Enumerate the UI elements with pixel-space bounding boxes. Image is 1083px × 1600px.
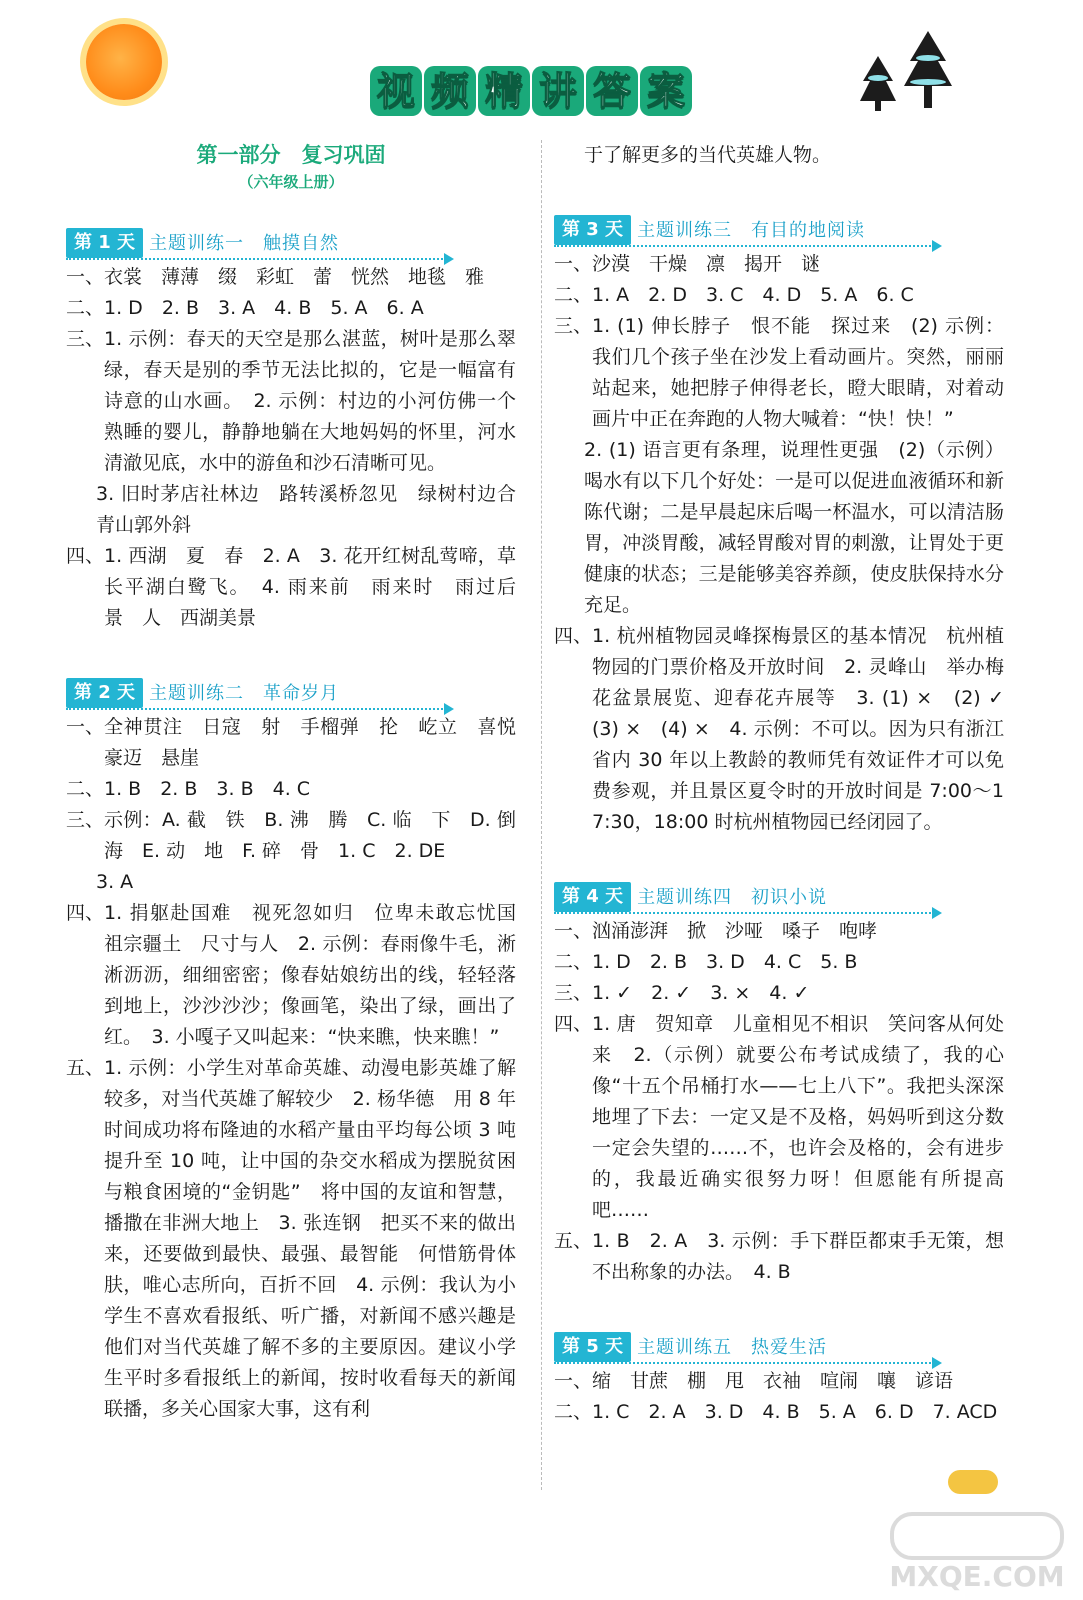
answer-row: 2. (1) 语言更有条理，说理性更强 (2)（示例）喝水有以下几个好处：一是可以促进血液循环和新陈代谢；二是早晨起床后喝一杯温水，可以清洁肠胃，冲淡胃酸，减轻胃酸对胃的刺激，让胃处于更健康的状态；三是能够美容养颜，使皮肤保持水分充足。 [584,439,1004,616]
title-char: 视 [370,66,422,116]
right-column [554,140,1024,1428]
watermark-logo [882,1506,1072,1596]
answer-row: 3. A [96,871,134,893]
part-title: 第一部分 复习巩固 [196,143,386,167]
part-subtitle: （六年级上册） [238,173,344,191]
day-badge: 第 5 天 [554,1332,631,1362]
answer-row: 五、 1. 示例：小学生对革命英雄、动漫电影英雄了解较多，对当代英雄了解较少 2. 杨华德 用 8 年时间成功将布隆迪的水稻产量由平均每公顷 3 吨提升至 10 吨，让中国的杂交水稻成为摆脱贫困与粮食困境的“金钥匙” 将中国的友谊和智慧，播撒在非洲大地上 3. 张连钢 把买不来的做出来，还要做到最快、最强、最智能 何惜筋骨体肤，唯心志所向，百折不回 4. 示例：我认为小学生不喜欢看报纸、听广播，对新闻不感兴趣是他们对当代英雄了解不多的主要原因。建议小学生平时多看报纸上的新闻，按时收看每天的新闻联播，多关心国家大事，这有利 [66,1057,516,1420]
sun-decoration [86,24,162,100]
answer-row: 三、 1. 示例：春天的天空是那么湛蓝，树叶是那么翠绿，春天是别的季节无法比拟的，它是一幅富有诗意的山水画。 2. 示例：村边的小河仿佛一个熟睡的婴儿，静静地躺在大地妈妈的怀里，河水清澈见底，水中的游鱼和沙石清晰可见。 [66,328,516,474]
answer-row: 一、 衣裳 薄薄 缀 彩虹 蕾 恍然 地毯 雅 [66,266,485,288]
answer-row: 二、 1. B 2. B 3. B 4. C [66,778,311,800]
answer-row: 一、 缩 甘蔗 棚 甩 衣袖 喧闹 嚷 谚语 [554,1370,954,1392]
day-badge: 第 1 天 [66,228,143,258]
left-column [66,140,536,1425]
title-char: 精 [478,66,530,116]
title-char: 案 [640,66,692,116]
answer-row: 五、 1. B 2. A 3. 示例：手下群臣都束手无策，想不出称象的办法。 4. B [554,1230,1004,1283]
column-divider [541,140,542,1490]
day-badge: 第 2 天 [66,678,143,708]
day-title: 主题训练四 初识小说 [637,886,828,908]
answer-row: 二、 1. D 2. B 3. A 4. B 5. A 6. A [66,297,424,319]
day-title: 主题训练五 热爱生活 [637,1336,828,1358]
title-char: 讲 [532,66,584,116]
page-number-badge [948,1470,998,1494]
answer-row: 二、 1. D 2. B 3. D 4. C 5. B [554,951,858,973]
title-char: 答 [586,66,638,116]
answer-row: 三、 1. ✓ 2. ✓ 3. × 4. ✓ [554,982,810,1004]
svg-text:MXQE.COM: MXQE.COM [889,1560,1065,1593]
continued-text: 于了解更多的当代英雄人物。 [584,144,832,166]
day-2-header [66,678,516,708]
answer-row: 四、 1. 杭州植物园灵峰探梅景区的基本情况 杭州植物园的门票价格及开放时间 2. 灵峰山 举办梅花盆景展览、迎春花卉展等 3. (1) × (2) ✓ (3) × (4) × 4. 示例：不可以。因为只有浙江省内 30 年以上教龄的教师凭有效证件才可以免费参观，并且景区夏令时的开放时间是 7:00～17:30，18:00 时杭州植物园已经闭园了。 [554,625,1024,833]
day-title: 主题训练三 有目的地阅读 [637,219,866,241]
answer-row: 一、 汹涌澎湃 掀 沙哑 嗓子 咆哮 [554,920,878,942]
page-title-banner [366,66,696,118]
answer-row: 一、 全神贯注 日寇 射 手榴弹 抡 屹立 喜悦 豪迈 悬崖 [66,716,536,769]
answer-row: 四、 1. 唐 贺知章 儿童相见不相识 笑问客从何处来 2.（示例）就要公布考试成绩了，我的心像“十五个吊桶打水——七上八下”。我把头深深地埋了下去：一定又是不及格，妈妈听到这分数一定会失望的……不，也许会及格的，会有进步的，我最近确实很努力呀！但愿能有所提高吧…… [554,1013,1004,1221]
answer-row: 三、 示例：A. 截 铁 B. 沸 腾 C. 临 下 D. 倒 海 E. 动 地 F. 碎 骨 1. C 2. DE [66,809,536,862]
day-badge: 第 4 天 [554,882,631,912]
answer-row: 四、 1. 西湖 夏 春 2. A 3. 花开红树乱莺啼，草长平湖白鹭飞。 4. 雨来前 雨来时 雨过后 景 人 西湖美景 [66,545,536,629]
title-char: 频 [424,66,476,116]
day-1-header [66,228,516,258]
day-5-header [554,1332,1004,1362]
pine-trees-icon [858,26,968,116]
day-3-header [554,215,1004,245]
day-4-header [554,882,1004,912]
answer-row: 一、 沙漠 干燥 凛 揭开 谜 [554,253,821,275]
answer-row: 二、 1. C 2. A 3. D 4. B 5. A 6. D 7. ACD [554,1401,998,1423]
day-title: 主题训练一 触摸自然 [149,232,340,254]
day-badge: 第 3 天 [554,215,631,245]
answer-row: 三、 1. (1) 伸长脖子 恨不能 探过来 (2) 示例：我们几个孩子坐在沙发上看动画片。突然，丽丽站起来，她把脖子伸得老长，瞪大眼睛，对着动画片中正在奔跑的人物大喊着：“快！快！” [554,315,1004,430]
answer-row: 四、 1. 捐躯赴国难 视死忽如归 位卑未敢忘忧国 祖宗疆土 尺寸与人 2. 示例：春雨像牛毛，淅淅沥沥，细细密密；像春姑娘纺出的线，轻轻落到地上，沙沙沙沙；像画笔，染出了绿，画出了红。 3. 小嘎子又叫起来：“快来瞧，快来瞧！” [66,902,536,1048]
day-title: 主题训练二 革命岁月 [149,682,340,704]
answer-row: 二、 1. A 2. D 3. C 4. D 5. A 6. C [554,284,914,306]
answer-row: 3. 旧时茅店社林边 路转溪桥忽见 绿树村边合 青山郭外斜 [96,483,536,536]
